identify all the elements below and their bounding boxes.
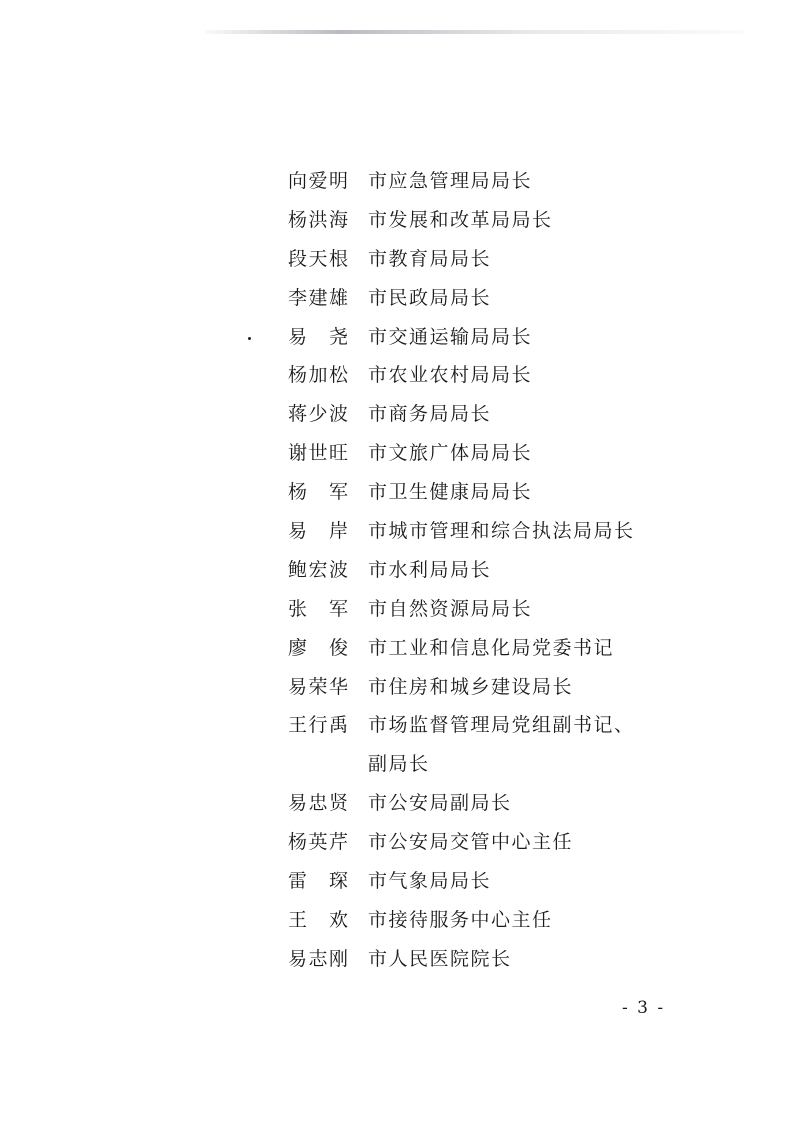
list-item (288, 823, 648, 862)
person-name: 易忠贤 (288, 792, 348, 815)
person-title: 市交通运输局局长 (368, 325, 533, 348)
list-item (288, 784, 648, 823)
person-title: 市商务局局长 (368, 403, 492, 426)
person-name: 鲍宏波 (288, 558, 348, 581)
person-title: 市工业和信息化局党委书记 (368, 636, 615, 659)
person-name: 杨军 (288, 481, 348, 504)
person-title: 市公安局交管中心主任 (368, 831, 574, 854)
person-title: 市自然资源局局长 (368, 597, 533, 620)
person-title: 市农业农村局局长 (368, 364, 533, 387)
scan-artifact-line (205, 30, 745, 34)
person-name: 易尧 (288, 325, 348, 348)
list-item (288, 706, 648, 745)
person-name: 谢世旺 (288, 442, 348, 465)
person-title: 市发展和改革局局长 (368, 208, 553, 231)
person-title: 市文旅广体局局长 (368, 442, 533, 465)
person-title: 市人民医院院长 (368, 947, 512, 970)
list-item (288, 356, 648, 395)
person-title: 市卫生健康局局长 (368, 481, 533, 504)
person-name: 雷琛 (288, 869, 348, 892)
person-title: 市接待服务中心主任 (368, 908, 553, 931)
person-name: 王欢 (288, 908, 348, 931)
person-title: 副局长 (368, 753, 430, 776)
person-title: 市水利局局长 (368, 558, 492, 581)
person-name: 向爱明 (288, 169, 348, 192)
person-title: 市民政局局长 (368, 286, 492, 309)
list-item (288, 240, 648, 279)
list-item (288, 473, 648, 512)
list-item (288, 629, 648, 668)
list-item (288, 201, 648, 240)
person-title: 市气象局局长 (368, 869, 492, 892)
stray-dot-mark (248, 337, 251, 340)
page-number: - 3 - (622, 998, 666, 1018)
list-item (288, 162, 648, 201)
person-name: 李建雄 (288, 286, 348, 309)
person-name: 廖俊 (288, 636, 348, 659)
list-item (288, 590, 648, 629)
person-name: 张军 (288, 597, 348, 620)
list-item (288, 901, 648, 940)
person-title: 市住房和城乡建设局长 (368, 675, 574, 698)
list-item (288, 940, 648, 979)
person-name: 杨英芹 (288, 831, 348, 854)
person-title: 市教育局局长 (368, 247, 492, 270)
list-item (288, 668, 648, 707)
person-name: 易荣华 (288, 675, 348, 698)
person-name: 杨加松 (288, 364, 348, 387)
list-item (288, 318, 648, 357)
person-name: 易岸 (288, 519, 348, 542)
list-item (288, 434, 648, 473)
person-title: 市城市管理和综合执法局局长 (368, 519, 635, 542)
list-item-continuation (288, 745, 648, 784)
person-title: 市公安局副局长 (368, 792, 512, 815)
person-title: 市场监督管理局党组副书记、 (368, 714, 635, 737)
list-item (288, 862, 648, 901)
personnel-list (288, 162, 648, 979)
list-item (288, 395, 648, 434)
list-item (288, 279, 648, 318)
person-name: 段天根 (288, 247, 348, 270)
person-name: 易志刚 (288, 947, 348, 970)
list-item (288, 551, 648, 590)
list-item (288, 512, 648, 551)
person-name: 杨洪海 (288, 208, 348, 231)
person-name: 王行禹 (288, 714, 348, 737)
person-title: 市应急管理局局长 (368, 169, 533, 192)
person-name: 蒋少波 (288, 403, 348, 426)
